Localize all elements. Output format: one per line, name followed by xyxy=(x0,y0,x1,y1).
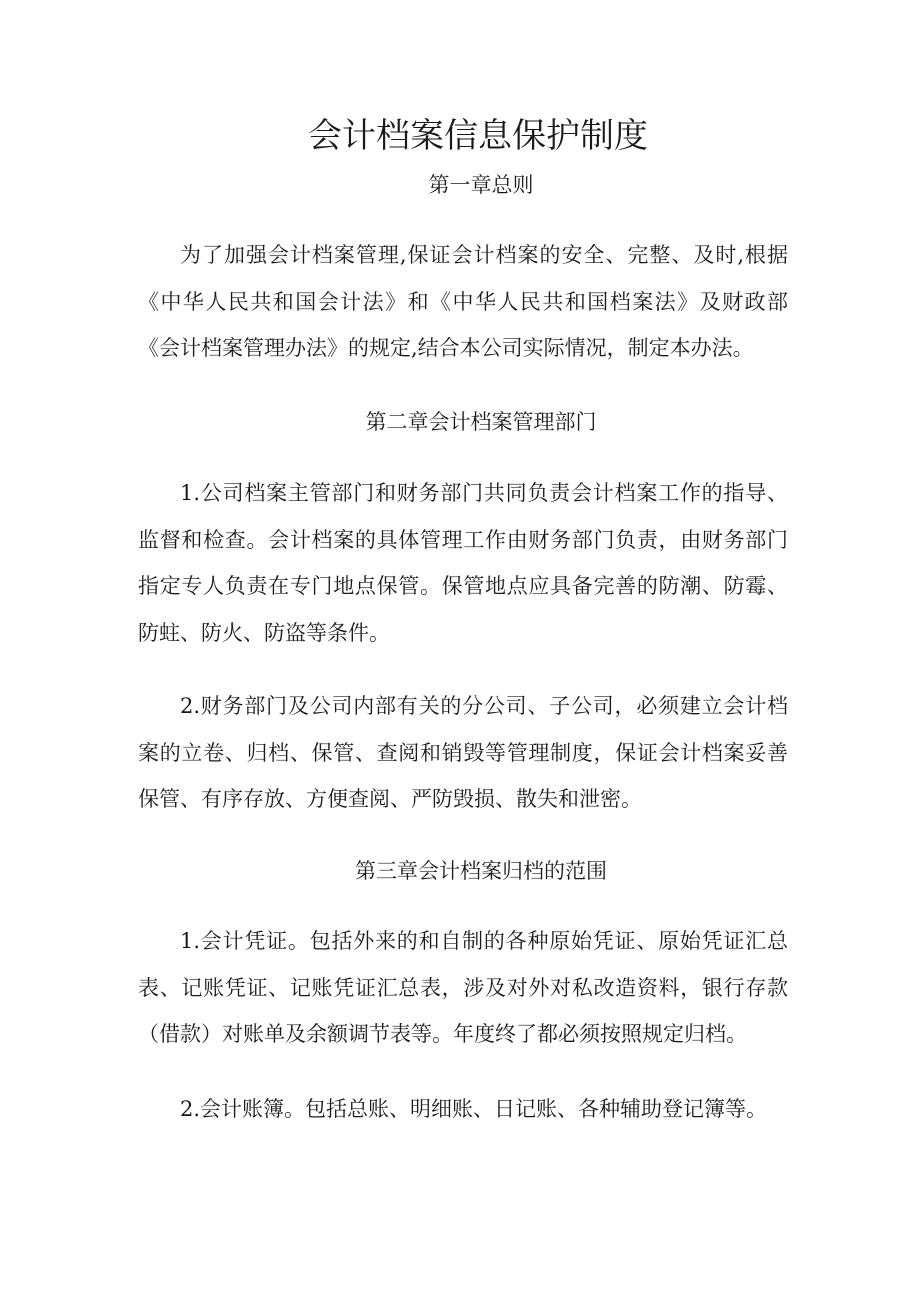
chapter-heading-3: 第三章会计档案归档的范围 xyxy=(355,859,607,883)
document-title: 会计档案信息保护制度 xyxy=(308,116,648,156)
chapter-heading-1: 第一章总则 xyxy=(428,173,534,197)
paragraph-2-1: 1.公司档案主管部门和财务部门共同负责会计档案工作的指导、监督和检查。会计档案的具体管理工作由财务部门负责，由财务部门指定专人负责在专门地点保管。保管地点应具备完善的防潮、防霉、防蛀、防火、防盗等条件。 xyxy=(138,481,788,645)
paragraph-3-2: 2.会计账簿。包括总账、明细账、日记账、各种辅助登记簿等。 xyxy=(180,1097,768,1121)
paragraph-1-1: 为了加强会计档案管理,保证会计档案的安全、完整、及时,根据《中华人民共和国会计法》和《中华人民共和国档案法》及财政部《会计档案管理办法》的规定,结合本公司实际情况，制定本办法。 xyxy=(138,243,788,360)
paragraph-3-1: 1.会计凭证。包括外来的和自制的各种原始凭证、原始凭证汇总表、记账凭证、记账凭证汇总表，涉及对外对私改造资料，银行存款（借款）对账单及余额调节表等。年度终了都必须按照规定归档。 xyxy=(138,929,788,1046)
chapter-heading-2: 第二章会计档案管理部门 xyxy=(365,410,597,434)
paragraph-2-2: 2.财务部门及公司内部有关的分公司、子公司，必须建立会计档案的立卷、归档、保管、查阅和销毁等管理制度，保证会计档案妥善保管、有序存放、方便查阅、严防毁损、散失和泄密。 xyxy=(138,694,788,811)
